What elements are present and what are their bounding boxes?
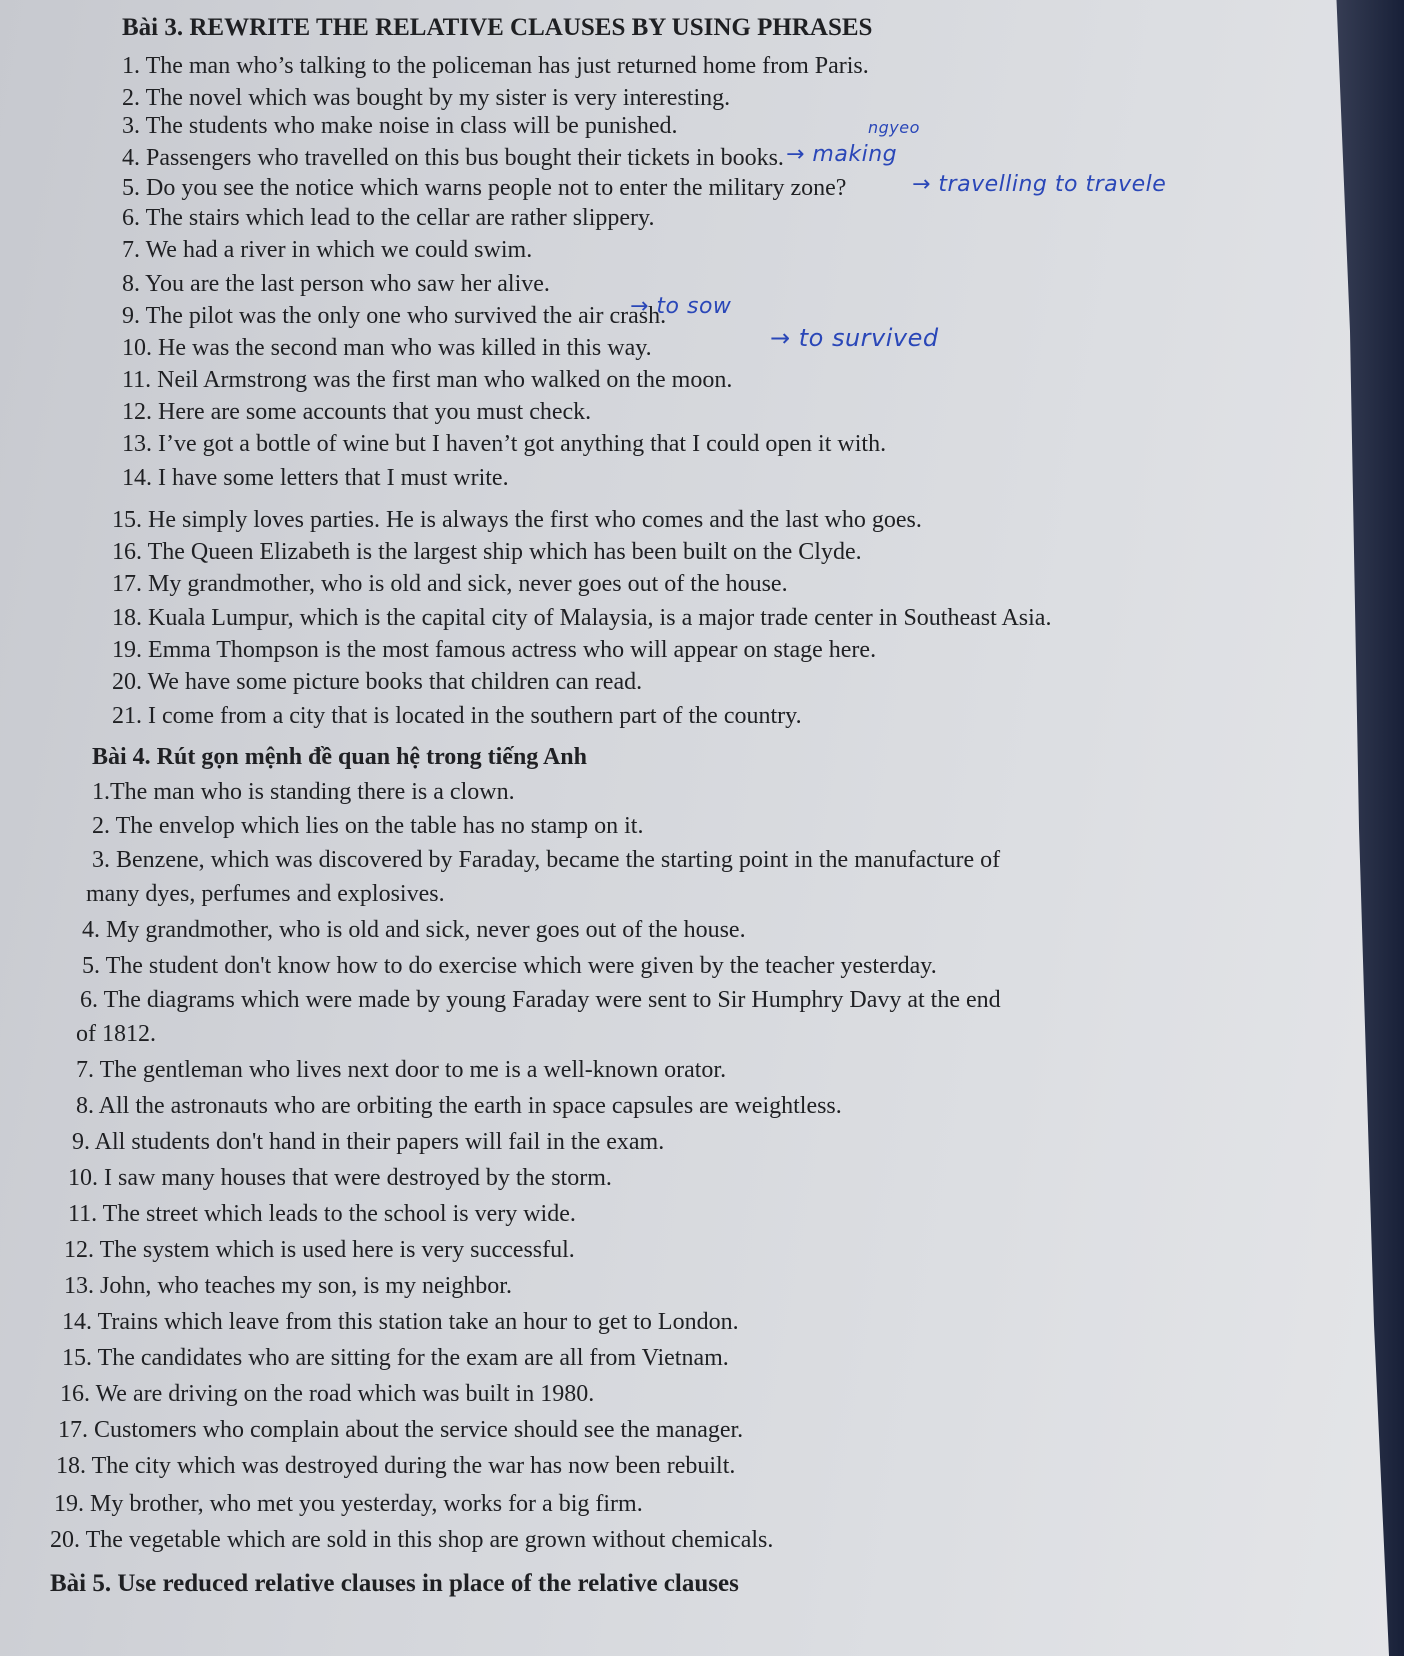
bai5-title: Bài 5. Use reduced relative clauses in place of the relative clauses (50, 1570, 739, 1597)
bai3-item-19: 19. Emma Thompson is the most famous actress who will appear on stage here. (112, 637, 877, 663)
bai3-item-20: 20. We have some picture books that children can read. (112, 669, 643, 695)
bai4-item-16: 16. We are driving on the road which was built in 1980. (60, 1381, 595, 1407)
bai3-item-2: 2. The novel which was bought by my sister is very interesting. (122, 85, 731, 111)
bai4-item-10: 10. I saw many houses that were destroyed by the storm. (68, 1165, 612, 1191)
bai4-item-12: 12. The system which is used here is very successful. (64, 1237, 575, 1263)
handwriting-note-4: → travelling to travele (912, 172, 1167, 197)
bai4-item-3: 3. Benzene, which was discovered by Faraday, became the starting point in the manufacture of (92, 847, 1001, 873)
dark-background-edge (1254, 0, 1404, 1656)
bai3-item-4: 4. Passengers who travelled on this bus bought their tickets in books. (122, 145, 784, 171)
bai4-item-15: 15. The candidates who are sitting for the exam are all from Vietnam. (62, 1345, 729, 1371)
bai3-item-8: 8. You are the last person who saw her alive. (122, 271, 550, 297)
bai3-item-14: 14. I have some letters that I must write. (122, 465, 509, 491)
bai4-item-9: 9. All students don't hand in their papers will fail in the exam. (72, 1129, 665, 1155)
bai3-item-15: 15. He simply loves parties. He is always the first who comes and the last who goes. (112, 507, 922, 533)
bai3-item-9: 9. The pilot was the only one who survived the air crash. (122, 303, 667, 329)
bai3-item-16: 16. The Queen Elizabeth is the largest ship which has been built on the Clyde. (112, 539, 862, 565)
bai3-item-1: 1. The man who’s talking to the policeman has just returned home from Paris. (122, 53, 869, 79)
bai4-item-5: 5. The student don't know how to do exercise which were given by the teacher yesterday. (82, 953, 937, 979)
bai4-item-8: 8. All the astronauts who are orbiting the earth in space capsules are weightless. (76, 1093, 842, 1119)
bai4-item-7: 7. The gentleman who lives next door to me is a well-known orator. (76, 1057, 727, 1083)
bai4-item-4: 4. My grandmother, who is old and sick, never goes out of the house. (82, 917, 746, 943)
bai4-item-19: 19. My brother, who met you yesterday, works for a big firm. (54, 1491, 643, 1517)
bai4-item-14: 14. Trains which leave from this station take an hour to get to London. (62, 1309, 739, 1335)
bai3-item-21: 21. I come from a city that is located in the southern part of the country. (112, 703, 802, 729)
bai4-item-20: 20. The vegetable which are sold in this shop are grown without chemicals. (50, 1527, 774, 1553)
bai4-item-1: 1.The man who is standing there is a clown. (92, 779, 515, 805)
bai3-item-6: 6. The stairs which lead to the cellar are rather slippery. (122, 205, 655, 231)
handwriting-note-9: → to survived (770, 324, 939, 352)
handwriting-note-3: → making (786, 142, 898, 167)
bai4-item-6: 6. The diagrams which were made by young Faraday were sent to Sir Humphry Davy at the end (80, 987, 1001, 1013)
bai3-item-10: 10. He was the second man who was killed in this way. (122, 335, 652, 361)
bai3-item-11: 11. Neil Armstrong was the first man who walked on the moon. (122, 367, 733, 393)
bai4-title: Bài 4. Rút gọn mệnh đề quan hệ trong tiếng Anh (92, 744, 587, 770)
bai3-item-17: 17. My grandmother, who is old and sick, never goes out of the house. (112, 571, 788, 597)
handwriting-note-2: ngyeo (868, 118, 920, 137)
bai4-item-6-cont: of 1812. (76, 1021, 156, 1047)
bai4-item-2: 2. The envelop which lies on the table has no stamp on it. (92, 813, 644, 839)
bai3-item-13: 13. I’ve got a bottle of wine but I haven’t got anything that I could open it with. (122, 431, 887, 457)
bai4-item-18: 18. The city which was destroyed during the war has now been rebuilt. (56, 1453, 736, 1479)
handwriting-note-8: → to sow (630, 294, 732, 319)
bai3-item-12: 12. Here are some accounts that you must check. (122, 399, 592, 425)
bai3-item-5: 5. Do you see the notice which warns people not to enter the military zone? (122, 175, 847, 201)
bai3-item-7: 7. We had a river in which we could swim. (122, 237, 533, 263)
bai4-item-11: 11. The street which leads to the school is very wide. (68, 1201, 576, 1227)
bai4-item-17: 17. Customers who complain about the service should see the manager. (58, 1417, 744, 1443)
bai4-item-13: 13. John, who teaches my son, is my neighbor. (64, 1273, 512, 1299)
bai4-item-3-cont: many dyes, perfumes and explosives. (86, 881, 445, 907)
bai3-item-18: 18. Kuala Lumpur, which is the capital city of Malaysia, is a major trade center in Southeast Asia. (112, 605, 1052, 631)
bai3-title: Bài 3. REWRITE THE RELATIVE CLAUSES BY USING PHRASES (122, 14, 873, 41)
bai3-item-3: 3. The students who make noise in class will be punished. (122, 113, 678, 139)
